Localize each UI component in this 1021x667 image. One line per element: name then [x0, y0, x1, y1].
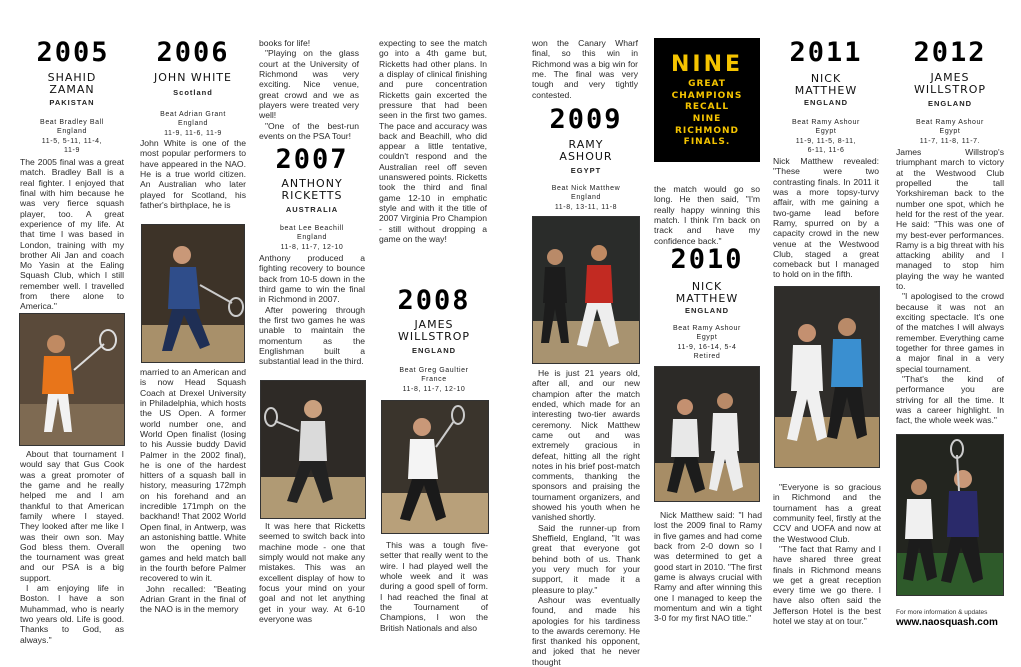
beat-line: beat Lee Beachill: [280, 225, 344, 232]
article-text-2006a: [140, 138, 246, 222]
paragraph: won the Canary Wharf final, so this win in Richmond was a big win for me. The final was very tough and very tightly contested.: [532, 38, 638, 100]
player-name-2008: [378, 319, 490, 342]
country-2009: EGYPT: [570, 166, 602, 175]
beat-line: 11-8, 11-7, 12-10: [280, 243, 344, 251]
player-name-line2: ZAMAN: [49, 82, 95, 96]
paragraph: books for life!: [259, 38, 311, 48]
callout-line: RECALL: [684, 102, 730, 113]
paragraph: After powering through the first two games he was unable to maintain the momentum as the Englishman built a substantial lead in the third.: [259, 304, 365, 367]
article-text-2005a: [20, 157, 124, 312]
article-text-2006-continued: [259, 38, 359, 141]
article-text-2011b: [773, 482, 881, 635]
beat-line: France: [421, 376, 447, 384]
paragraph: married to an American and is now Head Squash Coach at Drexel University in Philadelphia, which hosts the US Open. A former world number one, and World Open finalist (losing to his Aussie buddy David Palmer in the 2002 final), he is one of the hardest hitters of a squash ball in history, measuring 172mph on his forehand and an incredible 171mph on the backhand! That 2002 World Open final, in Antwerp, was an astonishing battle. White won the opening two games and held match ball in the fourth before Palmer recovered to win it.: [140, 367, 246, 584]
player-name-line1: JAMES: [414, 318, 454, 331]
beat-info-2009: [530, 184, 642, 212]
player-name-2009: [530, 139, 642, 162]
beat-line: 11-8, 13-11, 11-8: [554, 203, 618, 211]
player-name-2012: [894, 72, 1006, 95]
player-name-2007: [258, 178, 366, 201]
player-name-line2: WILLSTROP: [913, 82, 986, 96]
paragraph: James Willstrop's triumphant march to victory at the Westwood Club propelled the tall Yorkshireman back to the number one spot, which he held for the rest of the year. He said: "This was one of my best-ever performances. Ramy is a big threat with his attacking ability and I managed to stop him playing the way he wanted to.: [896, 147, 1004, 292]
paragraph: Nick Matthew said: "I had lost the 2009 final to Ramy in five games and had come back from 2-0 down so I was determined to get a good start in 2010. "The first game is always crucial with Ramy and after winning this one I managed to keep the momentum and win a tight 3-0 for my first NAO title.": [654, 510, 762, 624]
article-text-2007a: [259, 253, 365, 377]
paragraph: The 2005 final was a great match. Bradley Ball is a real fighter. I enjoyed that final with him because he was very fierce squash player, too. A great experience of my life. At that time I was based in London, training with my brother Ali Jan and coach Mo Yasin at the Ealing Squash Club, which I still remember well. I travelled from there alone to America.": [20, 157, 124, 312]
photo-2009-players: [532, 216, 640, 364]
photo-2006-player: [141, 224, 245, 363]
paragraph: "One of the best-run events on the PSA Tour!: [259, 120, 359, 141]
year-2010-heading: 2010: [670, 244, 744, 275]
article-text-2009a: [532, 368, 640, 667]
footer-info-label: For more information & updates: [896, 609, 988, 616]
country-2008: ENGLAND: [411, 346, 457, 355]
country-2010: ENGLAND: [684, 306, 730, 315]
paragraph: Ashour was eventually found, and made his apologies for his tardiness to the awards ceremony. He first thanked his opponent, and joked that he never thought: [532, 594, 640, 667]
photo-2005-player: [19, 313, 125, 446]
player-name-line1: SHAHID: [47, 71, 97, 84]
player-name-2011: [770, 73, 882, 96]
paragraph: "I apologised to the crowd because it was not an exciting spectacle. It's one of the matches I will always remember. Everything came together for three games in a major final in a very special tournament.: [896, 291, 1004, 374]
beat-info-2012: [894, 118, 1006, 146]
beat-line: Beat Bradley Ball: [40, 119, 104, 126]
year-2012-heading: 2012: [913, 37, 987, 68]
callout-line: GREAT: [688, 79, 726, 89]
beat-line: England: [571, 194, 601, 202]
player-name-line2: MATTHEW: [675, 291, 739, 305]
article-text-2011a: [773, 156, 879, 280]
beat-line: 11-9, 11-5, 8-11,: [795, 137, 857, 145]
beat-info-2006: [140, 110, 246, 138]
year-2011-heading: 2011: [789, 37, 863, 68]
player-name-2010: [650, 281, 764, 304]
paragraph: Anthony produced a fighting recovery to bounce back from 10-5 down in the third game to win the final in Richmond in 2007.: [259, 253, 365, 305]
callout-line: FINALS.: [683, 137, 731, 148]
player-name-line2: RICKETTS: [281, 188, 343, 202]
beat-line: 11-9, 16-14, 5-4: [677, 343, 737, 351]
article-text-2005b: [20, 449, 124, 645]
player-name-line1: NICK: [810, 72, 842, 85]
beat-line: Egypt: [939, 128, 961, 136]
paragraph: "Everyone is so gracious in Richmond and the tournament has a great community feel, firstly at the CCV and UOFA and now at the Westwood Club.: [773, 482, 881, 544]
paragraph: I am enjoying life in Boston. I have a son Muhammad, who is nearly two years old. Life is good. Thanks to God, as always.": [20, 583, 124, 645]
article-text-2010a: [654, 510, 762, 635]
paragraph: "The fact that Ramy and I have shared three great finals in Richmond means we get a great reception every time we go there. I have also often said the Jefferson Hotel is the best hotel we stay at on tour.": [773, 543, 881, 627]
beat-line: 11-8, 11-7, 12-10: [402, 385, 466, 393]
player-name-line1: RAMY: [568, 138, 604, 151]
beat-line: Beat Ramy Ashour: [673, 325, 741, 332]
beat-line: Egypt: [815, 128, 837, 136]
article-text-2006b: [140, 367, 246, 635]
player-name-line1: JAMES: [930, 71, 970, 84]
paragraph: He is just 21 years old, after all, and our new champion after the match ended, which made for an interesting two-tier awards ceremony. Nick Matthew came out and was extremely gracious in defeat, hitting all the right notes in his brief post-match comments, thanking the sponsors and praising the tournament organizers, and showed his youth when he vanished shortly.: [532, 368, 640, 523]
player-name-2005: [20, 72, 124, 95]
year-2009-heading: 2009: [549, 104, 623, 135]
year-2006-heading: 2006: [156, 37, 230, 68]
paragraph: About that tournament I would say that Gus Cook was a great promoter of the game and he really helped me and I am thankful to that American family where I stayed. They looked after me like I was their own son. May God bless them. Overall the tournament was great and our PSA is a big support.: [20, 449, 124, 583]
player-name-line2: WILLSTROP: [397, 329, 470, 343]
beat-line: England: [178, 120, 208, 128]
beat-line: 11-9: [64, 147, 80, 155]
article-text-2009-continued: [654, 184, 760, 246]
beat-line: Egypt: [696, 334, 718, 342]
player-name-line1: ANTHONY: [281, 177, 343, 190]
beat-line: 11-9, 11-6, 11-9: [164, 129, 222, 137]
beat-info-2008: [378, 366, 490, 394]
paragraph: Said the runner-up from Sheffield, England, "It was great that everyone got behind both of us. Thank you very much for your support, it made it a pleasure to play.": [532, 522, 640, 595]
nine-champions-callout: [654, 38, 760, 162]
article-text-2007-continued: [379, 38, 487, 272]
photo-2008-player: [381, 400, 489, 534]
beat-line: England: [57, 128, 87, 136]
beat-line: Beat Ramy Ashour: [916, 119, 984, 126]
paragraph: the match would go so long. He then said, "I'm really happy winning this match. I think I'm back on track and have my confidence back.": [654, 184, 760, 246]
beat-line: 6-11, 11-6: [807, 147, 845, 155]
photo-2007-player: [260, 380, 366, 519]
year-2005-heading: 2005: [36, 37, 110, 68]
beat-info-2010: [650, 324, 764, 362]
beat-line: Beat Adrian Grant: [160, 111, 226, 118]
paragraph: "That's the kind of performance you are striving for all the time. It was a career highlight. In fact, the whole week was.": [896, 373, 1004, 426]
country-2007: AUSTRALIA: [285, 205, 339, 214]
paragraph: This was a tough five-setter that really went to the wire. I had played well the whole week and it was during a good spell of form. I had reached the final at the Tournament of Champions, I won the British Nationals and also: [380, 540, 488, 633]
callout-line: CHAMPIONS: [671, 90, 743, 101]
beat-line: Beat Ramy Ashour: [792, 119, 860, 126]
player-name-line2: MATTHEW: [794, 83, 858, 97]
paragraph: John White is one of the most popular performers to have appeared in the NAO. He is a true world citizen. An Australian who later played for Scotland, his father's birthplace, he is: [140, 138, 246, 210]
photo-2010-players: [654, 366, 760, 502]
article-text-2008-continued: [532, 38, 638, 98]
year-2007-heading: 2007: [275, 144, 349, 175]
beat-line: England: [297, 234, 327, 242]
country-2011: ENGLAND: [803, 98, 849, 107]
photo-2011-players: [774, 286, 880, 468]
beat-line: Beat Greg Gaultier: [399, 367, 469, 374]
paragraph: It was here that Ricketts seemed to switch back into machine mode - one that simply would not make any mistakes. This was an excellent display of how to focus your mind on your goal and not let anything get in your way. At 6-10 everyone was: [259, 521, 365, 624]
country-2005: PAKISTAN: [49, 98, 95, 107]
player-name-line1: NICK: [691, 280, 723, 293]
beat-line: Retired: [693, 353, 721, 361]
player-name-2006: JOHN WHITE: [154, 71, 232, 84]
article-text-2007b: [259, 521, 365, 635]
country-2006: Scotland: [173, 88, 213, 97]
player-name-line2: ASHOUR: [559, 149, 613, 163]
year-2008-heading: 2008: [397, 285, 471, 316]
footer-website-link[interactable]: www.naosquash.com: [896, 617, 998, 628]
callout-line: RICHMOND: [674, 125, 740, 136]
paragraph: Nick Matthew revealed: "These were two contrasting finals. In 2011 it was a more topsy-turvy affair, with me gaining a two-game lead before Ramy, spurred on by a capacity crowd in the new venue at the Westwood Club, staged a great comeback but I managed to hold on in the fifth.: [773, 156, 879, 280]
callout-big-word: NINE: [670, 52, 744, 77]
beat-line: Beat Nick Matthew: [551, 185, 621, 192]
article-text-2012a: [896, 147, 1004, 431]
country-2012: ENGLAND: [927, 99, 973, 108]
paragraph: John recalled: "Beating Adrian Grant in the final of the NAO is in the memory: [140, 583, 246, 615]
paragraph: expecting to see the match go into a 4th game but, Ricketts had other plans. In a display of clinical finishing and pure concentration Ricketts gain excerted the pressure that had been seen in the first two games. The pace and accuracy was back and Beachill, who did appear a little tentative, couldn't respond and the Australian reel off seven unanswered points. Ricketts took the third and final game 12-10 in emphatic style and with it the title of 2007 Virginia Pro Champion - still without dropping a game on the way!: [379, 38, 487, 244]
beat-line: 11-5, 5-11, 11-4,: [41, 137, 103, 145]
beat-line: 11-7, 11-8, 11-7.: [919, 137, 981, 145]
callout-line: NINE: [692, 114, 722, 125]
beat-info-2011: [770, 118, 882, 156]
beat-info-2007: [258, 224, 366, 252]
photo-2012-players: [896, 434, 1004, 596]
paragraph: "Playing on the glass court at the University of Richmond was very exciting. Nice venue, great crowd and we as players were treated very well!: [259, 48, 359, 121]
article-text-2008a: [380, 540, 488, 635]
beat-info-2005: [20, 118, 124, 156]
